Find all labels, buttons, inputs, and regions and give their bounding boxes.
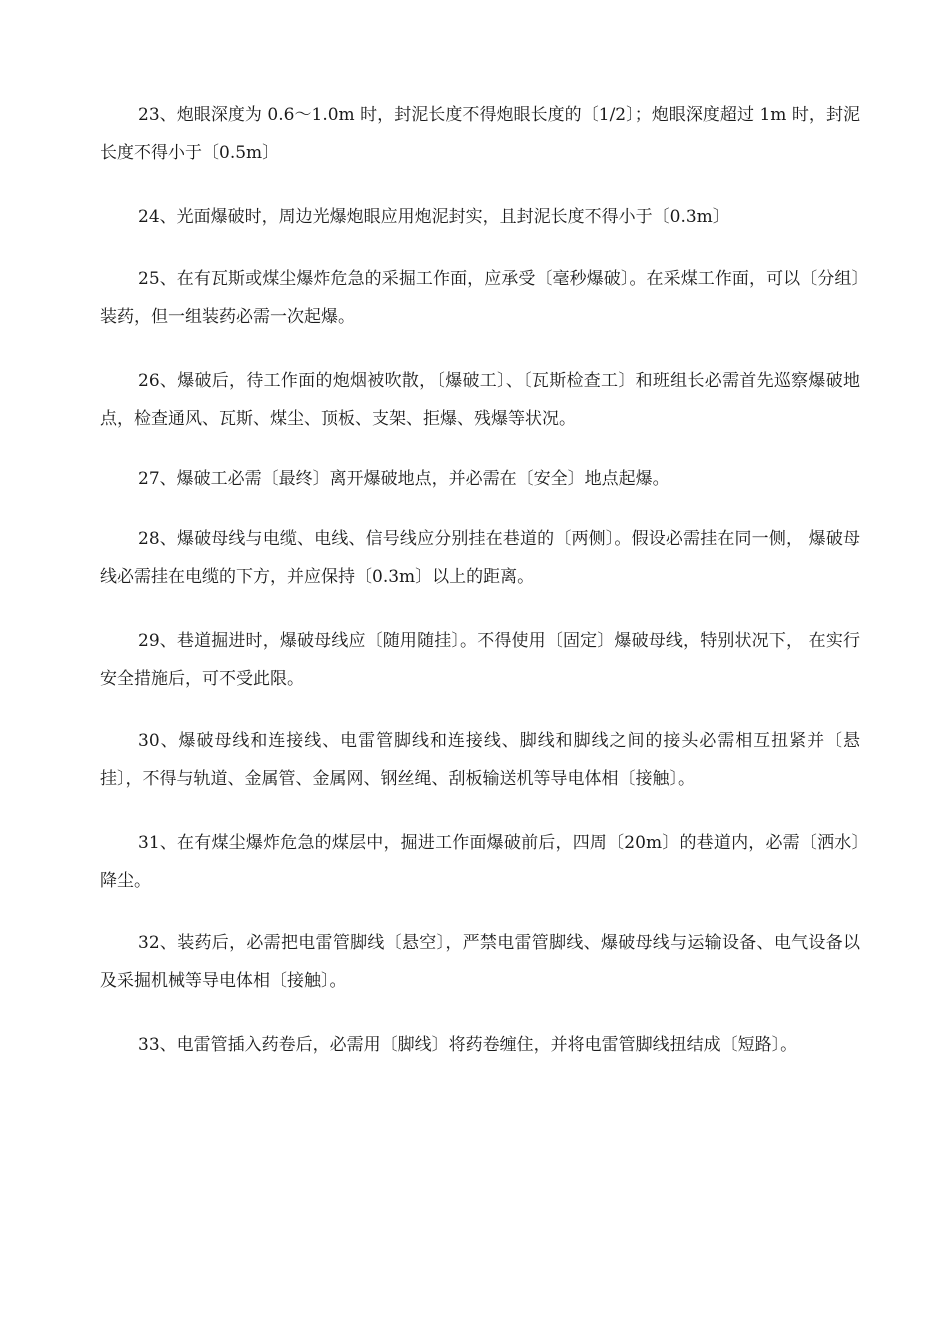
item-29: 29、巷道掘进时，爆破母线应〔随用随挂〕。不得使用〔固定〕爆破母线，特别状况下， 在实行安全措施后，可不受此限。 xyxy=(100,631,860,689)
item-32: 32、装药后，必需把电雷管脚线〔悬空〕，严禁电雷管脚线、爆破母线与运输设备、电气设备以及采掘机械等导电体相〔接触〕。 xyxy=(100,933,860,991)
item-31: 31、在有煤尘爆炸危急的煤层中，掘进工作面爆破前后，四周〔20m〕的巷道内，必需〔洒水〕降尘。 xyxy=(100,833,860,891)
item-24: 24、光面爆破时，周边光爆炮眼应用炮泥封实，且封泥长度不得小于〔0.3m〕 xyxy=(138,207,730,227)
item-28: 28、爆破母线与电缆、电线、信号线应分别挂在巷道的〔两侧〕。假设必需挂在同一侧， 爆破母线必需挂在电缆的下方，并应保持〔0.3m〕以上的距离。 xyxy=(100,529,860,587)
item-27: 27、爆破工必需〔最终〕离开爆破地点，并必需在〔安全〕地点起爆。 xyxy=(138,469,670,489)
item-25: 25、在有瓦斯或煤尘爆炸危急的采掘工作面，应承受〔毫秒爆破〕。在采煤工作面，可以〔分组〕装药，但一组装药必需一次起爆。 xyxy=(100,269,860,327)
item-23: 23、炮眼深度为 0.6～1.0m 时，封泥长度不得炮眼长度的〔1/2〕；炮眼深度超过 1m 时，封泥长度不得小于〔0.5m〕 xyxy=(100,105,860,163)
item-33: 33、电雷管插入药卷后，必需用〔脚线〕将药卷缠住，并将电雷管脚线扭结成〔短路〕。 xyxy=(138,1035,798,1055)
item-30: 30、爆破母线和连接线、电雷管脚线和连接线、脚线和脚线之间的接头必需相互扭紧并〔悬挂〕，不得与轨道、金属管、金属网、钢丝绳、刮板输送机等导电体相〔接触〕。 xyxy=(100,731,860,789)
item-26: 26、爆破后，待工作面的炮烟被吹散，〔爆破工〕、〔瓦斯检查工〕和班组长必需首先巡察爆破地点，检查通风、瓦斯、煤尘、顶板、支架、拒爆、残爆等状况。 xyxy=(100,371,860,429)
